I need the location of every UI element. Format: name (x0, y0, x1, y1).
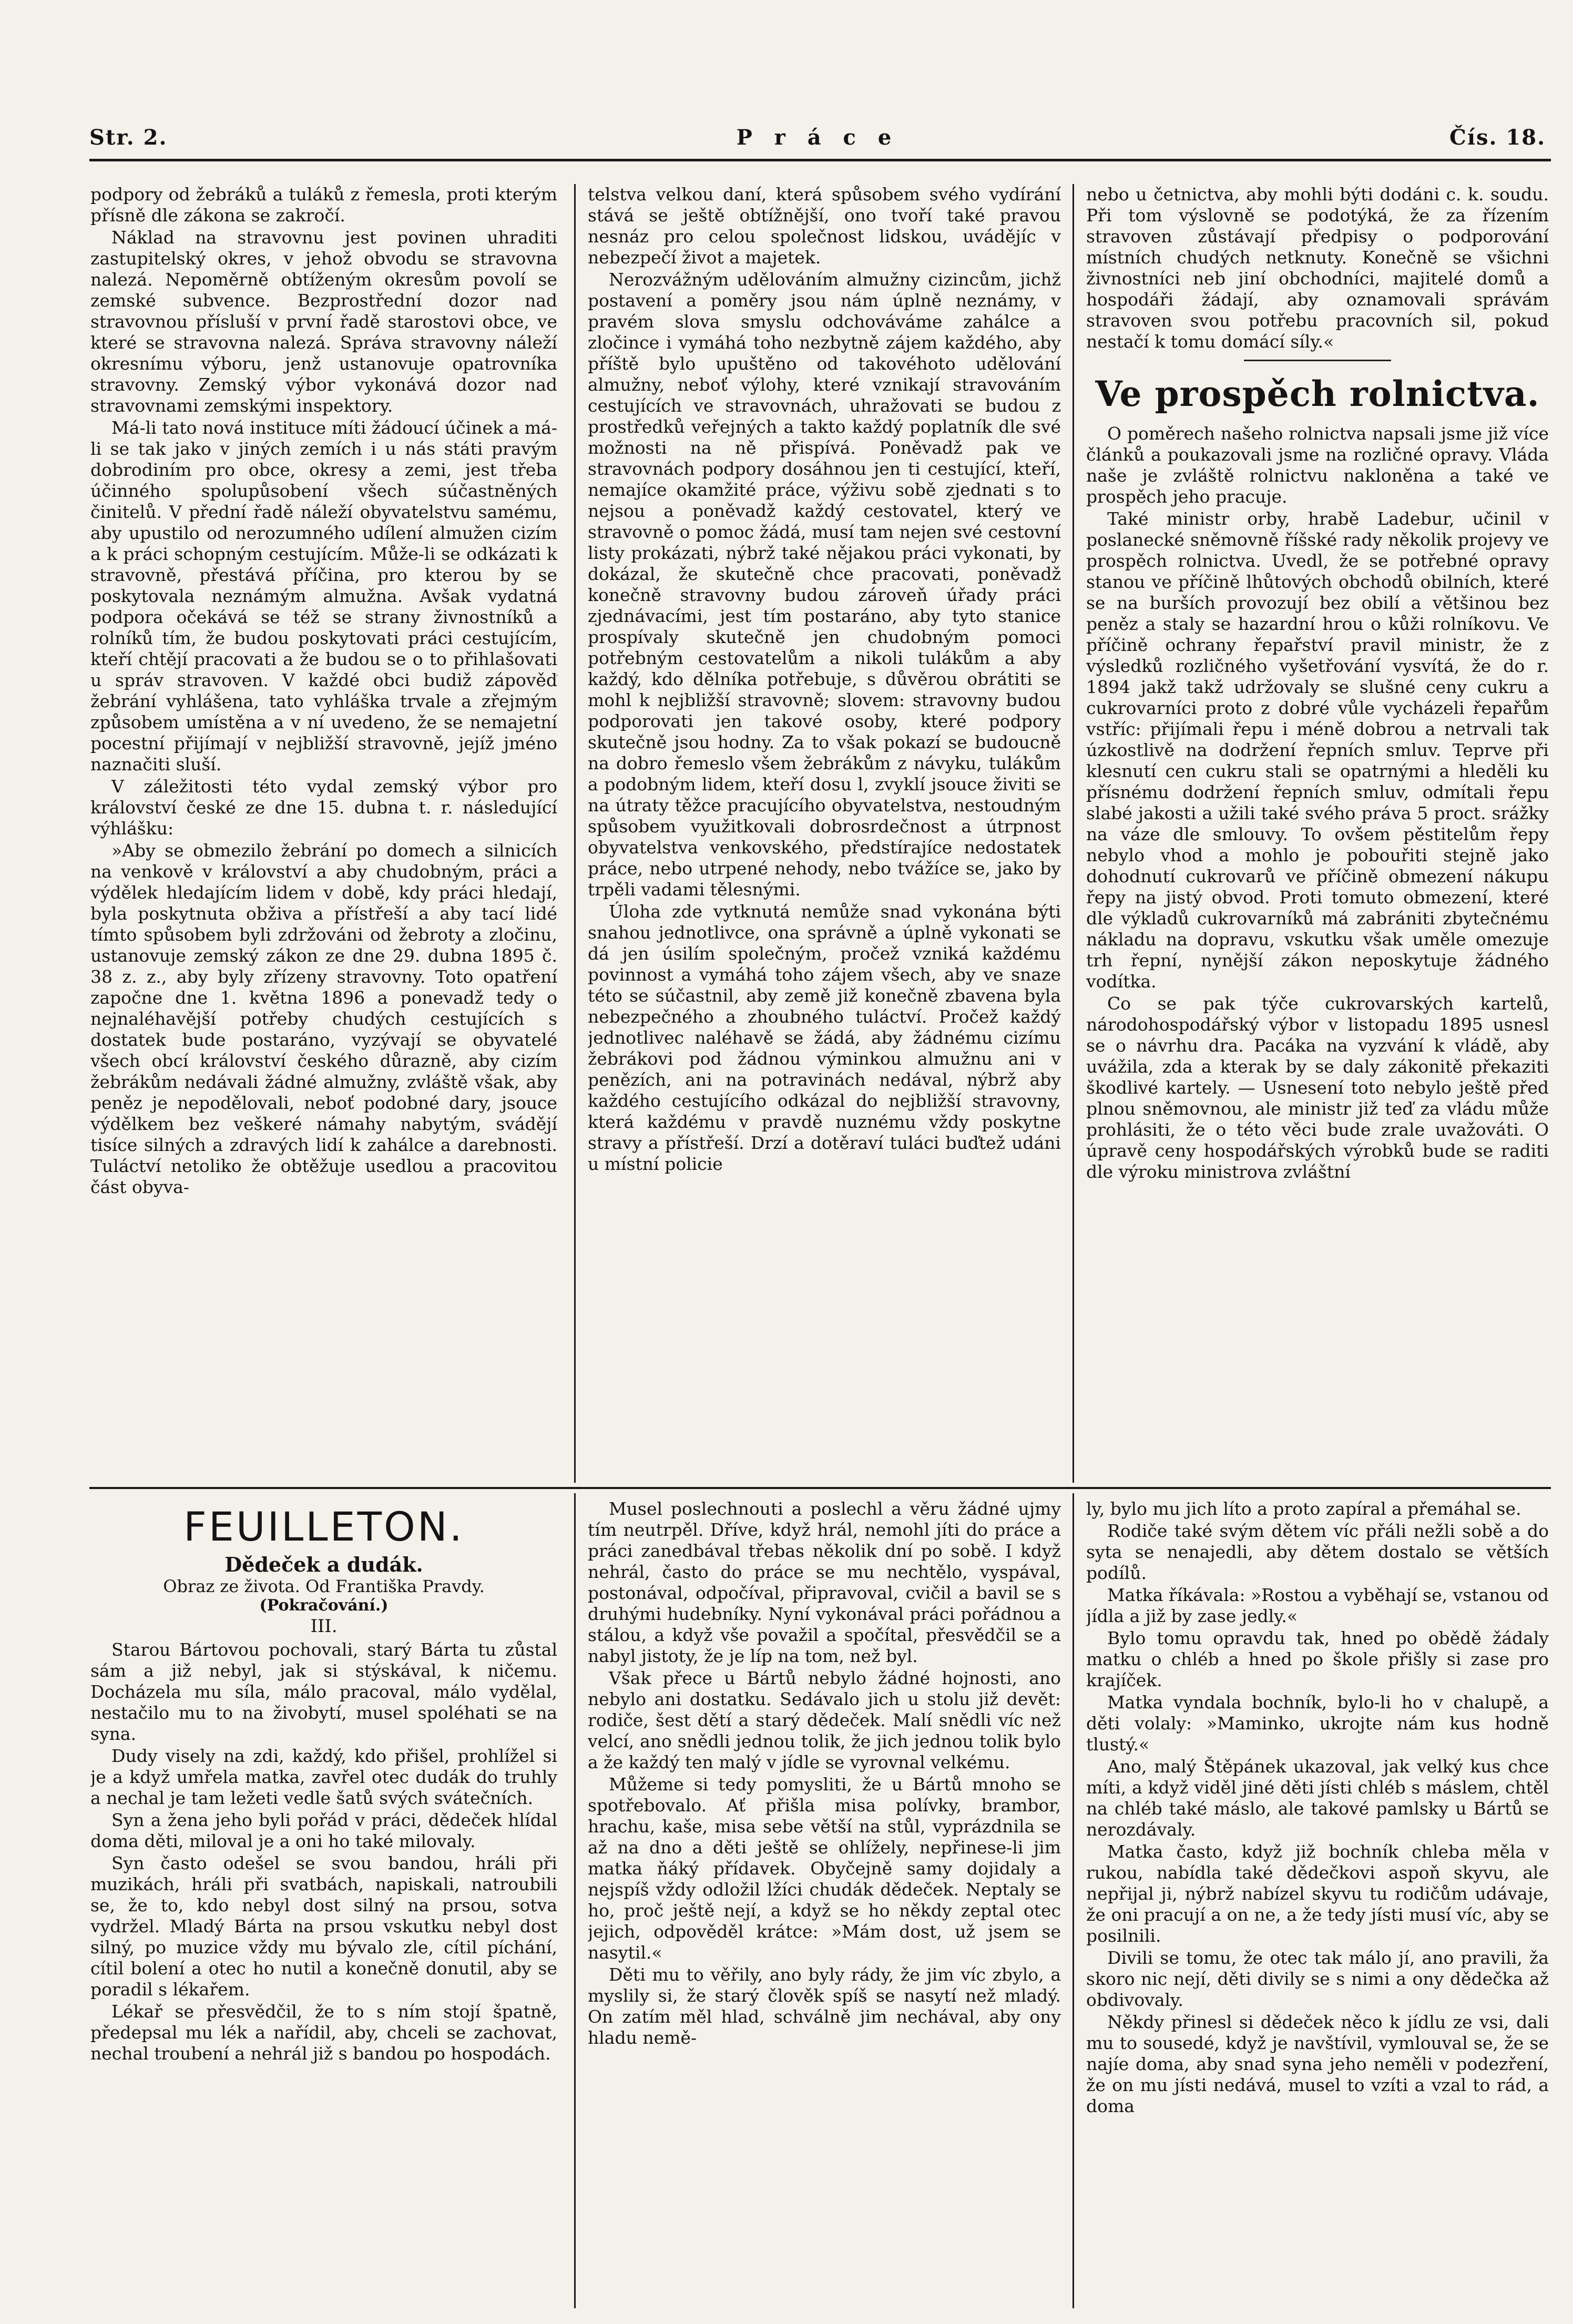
story-paragraph: Někdy přinesl si dědeček něco k jídlu ze vsi, dali mu to sousedé, když je navštívil, vymlouval se, že se najíe doma, aby snad syna jeho neměli v podezření, že on mu jísti nedává, musel to vzíti a vzal to rád, a doma (1086, 2012, 1549, 2116)
header-rule (89, 159, 1551, 161)
article-column-1 (90, 184, 557, 1477)
article-paragraph: podpory od žebráků a tuláků z řemesla, proti kterým přísně dle zákona se zakročí. (90, 184, 557, 226)
section-paragraph: Také ministr orby, hrabě Ladebur, učinil v poslanecké sněmovně říšské rady několik projevy ve prospěch rolnictva. Uvedl, že se potřebné opravy stanou ve příčině lhůtových obchodů obilních, které se na burších provozují bez obilí a většinou bez peněz a staly se hazardní hrou o kůži rolníkovu. Ve příčině ochrany řepařství pravil ministr, že z výsledků rozličného vyšetřování vysvítá, že do r. 1894 jakž takž udržovaly se slušné ceny cukru a cukrovarníci proto z dobré vůle vycházeli řepařům vstříc: přijímali řepu i méně dobrou a netrvali tak úzkostlivě na dodržení řepních smluv. Teprve při klesnutí cen cukru stali se opatrnými a hleděli ku přísnému dodržení řepních smluv, odmítali řepu slabé jakosti a užili také svého práva 5 proct. srážky na váze dle smlouvy. To ovšem pěstitelům řepy nebylo vhod a mohlo je pobouřiti stejně jako dohodnutí cukrovarů ve příčině obmezení nákupu řepy na jistý obvod. Proti tomuto obmezení, které dle výkladů cukrovarníků má zabrániti zbytečnému nákladu na dopravu, vskutku však uměle omezuje trh řepní, nynější zákon neposkytuje žádného vodítka. (1086, 508, 1549, 992)
story-title: Dědeček a dudák. (224, 1553, 423, 1576)
story-paragraph: Syn a žena jeho byli pořád v práci, dědeček hlídal doma děti, miloval je a oni ho také milovaly. (90, 1810, 557, 1851)
section-paragraph: O poměrech našeho rolnictva napsali jsme již více článků a poukazovali jsme na rozličné opravy. Vláda naše je zvláště rolnictvu nakloněna a také ve prospěch jeho pracuje. (1086, 423, 1549, 507)
article-paragraph: Náklad na stravovnu jest povinen uhraditi zastupitelský okres, v jehož obvodu se stravovna nalezá. Nepoměrně obtíženým okresům povolí se zemské subvence. Bezprostřední dozor nad stravovnou přísluší v první řadě starostovi obce, ve které se stravovna nalezá. Správa stravovny náleží okresnímu výboru, jenž ustanovuje opatrovníka stravovny. Zemský výbor vykonává dozor nad stravovnami zemskými inspektory. (90, 227, 557, 416)
story-paragraph: Matka říkávala: »Rostou a vyběhají se, vstanou od jídla a již by zase jedly.« (1086, 1585, 1549, 1626)
article-column-3 (1086, 184, 1549, 1477)
story-paragraph: Divili se tomu, že otec tak málo jí, ano pravili, ža skoro nic nejí, děti divily se s nimi a ony dědečka až obdivovaly. (1086, 1948, 1549, 2010)
section-paragraph: Co se pak týče cukrovarských kartelů, národohospodářský výbor v listopadu 1895 usnesl se o návrhu dra. Pacáka na vyzvání k vládě, aby uvážila, zda a kterak by se daly zákonitě překaziti škodlivé kartely. — Usnesení toto nebylo ještě před plnou sněmovnou, ale ministr již teď za vládu může prohlásiti, že o této věci bude zrale uvažováti. O úpravě ceny hospodářských výrobků bude se raditi dle výroku ministrova zvláštní (1086, 993, 1549, 1182)
issue-number: Čís. 18. (1449, 125, 1546, 150)
column-rule (574, 1493, 576, 2308)
feuilleton-column-3 (1086, 1499, 1549, 2308)
feuilleton-heading: FEUILLETON. (183, 1503, 464, 1550)
story-paragraph: Matka vyndala bochník, bylo-li ho v chalupě, a děti volaly: »Maminko, ukrojte nám kus hodně tlustý.« (1086, 1692, 1549, 1755)
article-paragraph: Má-li tato nová instituce míti žádoucí účinek a má-li se tak jako v jiných zemích i u nás státi pravým dobrodiním pro obce, okresy a zemi, jest třeba účinného spolupůsobení všech súčastněných činitelů. V přední řadě náleží obyvatelstvu samému, aby upustilo od nerozumného udílení almužen cizím a k práci schopným cestujícím. Může-li se odkázati k stravovně, přestává příčina, pro kterou by se poskytovala neznámým almužna. Avšak vydatná podpora očekává se též se strany živnostníků a rolníků tím, že budou poskytovati práci cestujícím, kteří chtějí pracovati a že budou se o to přihlašovati u správ stravoven. V každé obci budiž zápověď žebrání vyhlášena, tato vyhláška trvale a zřejmým způsobem umístěna a v ní uvedeno, že se nemajetní pocestní přijímají v nejbližší stravovně, jejíž jméno naznačiti sluší. (90, 417, 557, 774)
story-subtitle: Obraz ze života. Od Františka Pravdy. (163, 1576, 485, 1596)
story-paragraph: Děti mu to věřily, ano byly rády, že jim víc zbylo, a myslily si, že starý člověk spíš se nasytí než mladý. On zatím měl hlad, schválně jim nechával, aby ony hladu nemě- (588, 1964, 1061, 2048)
article-column-2 (588, 184, 1061, 1477)
newspaper-title: P r á c e (736, 125, 899, 150)
story-paragraph: ly, bylo mu jich líto a proto zapíral a přemáhal se. (1086, 1499, 1521, 1519)
article-paragraph: V záležitosti této vydal zemský výbor pro království české ze dne 15. dubna t. r. následující výhlášku: (90, 776, 557, 839)
section-title: Ve prospěch rolnictva. (1095, 373, 1540, 414)
feuilleton-column-2 (588, 1499, 1061, 2308)
story-paragraph: Lékař se přesvědčil, že to s ním stojí špatně, předepsal mu lék a nařídil, aby, chceli se zachovat, nechal troubení a nehrál již s bandou po hospodách. (90, 2001, 557, 2064)
story-paragraph: Matka často, když již bochník chleba měla v rukou, nabídla také dědečkovi aspoň skyvu, ale nepřijal ji, nýbrž nabízel skyvu tu rodičům udávaje, že oni pracují a on ne, a že tedy jísti musí víc, aby se posilnili. (1086, 1841, 1549, 1946)
story-paragraph: Ano, malý Štěpánek ukazoval, jak velký kus chce míti, a když viděl jiné děti jísti chléb s máslem, chtěl na chléb také máslo, ale takové pamlsky u Bártů se nerozdávaly. (1086, 1756, 1549, 1840)
part-number: III. (310, 1616, 338, 1637)
article-paragraph: Úloha zde vytknutá nemůže snad vykonána býti snahou jednotlivce, ona správně a úplně vykonati se dá jen úsilím společným, pročež vzniká každému povinnost a vymáhá toho zájem všech, aby ve snaze této se súčastnil, aby země již konečně zbavena byla nebezpečného a zhoubného tuláctví. Pročež každý jednotlivec naléhavě se žádá, aby žádnému cizímu žebrákovi pod žádnou výminkou almužnu ani v penězích, ani na potravinách nedával, nýbrž aby každého cestujícího odkázal do nejbližší stravovny, která každému v pravdě nuznému vždy poskytne stravy a přístřeší. Drzí a dotěraví tuláci buďtež udáni u místní policie (588, 901, 1061, 1174)
story-paragraph: Dudy visely na zdi, každý, kdo přišel, prohlížel si je a když umřela matka, zavřel otec dudák do truhly a nechal je tam ležeti vedle šatů svých svátečních. (90, 1746, 557, 1808)
feuilleton-column-1 (90, 1499, 557, 2308)
story-paragraph: Syn často odešel se svou bandou, hráli při muzikách, hráli při svatbách, napiskali, natroubili se, že to, kdo nebyl dost silný na prsou, sotva vydržel. Mladý Bárta na prsou vskutku nebyl dost silný, po muzice vždy mu bývalo zle, cítil píchání, cítil bolení a otec ho nutil a konečně donutil, aby se poradil s lékařem. (90, 1853, 557, 2000)
story-paragraph: Bylo tomu opravdu tak, hned po obědě žádaly matku o chléb a hned po škole přišly si zase pro krajíček. (1086, 1628, 1549, 1690)
article-paragraph: Nerozvážným udělováním almužny cizincům, jichž postavení a poměry jsou nám úplně neznámy, v pravém slova smyslu odchováváme zahálce a zločince i vymáhá toho nezbytně zájem každého, aby příště bylo upuštěno od takovéhoto udělování almužny, neboť výlohy, které vznikají stravováním cestujících ve stravovnách, uhražovati se budou z prostředků veřejných a takto každý poplatník dle své možnosti na ně přispívá. Poněvadž pak ve stravovnách podpory dosáhnou jen ti cestující, kteří, nemajíce okamžité práce, výživu sobě zjednati s to nejsou a poněvadž každý cestovatel, který ve stravovně o pomoc žádá, musí tam nejen své cestovní listy prokázati, nýbrž také nějakou práci vykonati, by dokázal, že skutečně chce pracovati, poněvadž konečně stravovny budou zároveň úřady práci zjednávacími, jest tím postaráno, aby tyto stanice prospívaly skutečně jen chudobným pomoci potřebným cestovatelům a nikoli tulákům a aby každý, kdo dělníka potřebuje, s důvěrou obrátiti se mohl k nejbližší stravovně; slovem: stravovny budou podporovati jen takové osoby, které podpory skutečně jsou hodny. Za to však pokazí se budoucně na dobro řemeslo všem žebrákům z návyku, tulákům a podobným lidem, kteří dosu l, zvyklí jsouce živiti se na útraty těžce pracujícího obyvatelstva, nestoudným spůsobem využitkovali dobrosrdečnost a útrpnost obyvatelstva venkovského, předstírajíce nedostatek práce, nebo utrpené nehody, nebo tvážíce se, jako by trpěli vadami tělesnými. (588, 269, 1061, 900)
story-paragraph: Starou Bártovou pochovali, starý Bárta tu zůstal sám a již nebyl, jak si stýskával, k ničemu. Docházela mu síla, málo pracoval, málo vydělal, nestačilo mu to na živobytí, musel spoléhati se na syna. (90, 1639, 557, 1744)
page-header (89, 125, 1546, 157)
column-rule (1072, 184, 1074, 1483)
story-paragraph: Můžeme si tedy pomysliti, že u Bártů mnoho se spotřebovalo. Ať přišla misa polívky, brambor, hrachu, kaše, misa sebe větší na stůl, vyprázdnila se až na dno a děti ještě se ohlížely, nepřinese-li jim matka ňáký přídavek. Obyčejně samy dojidaly a nejspíš vždy odložil lžíci chudák dědeček. Neptaly se ho, proč ještě nejí, a když se ho někdy zeptal otec jejich, odpověděl krátce: »Mám dost, už jsem se nasytil.« (588, 1774, 1061, 1963)
article-paragraph: »Aby se obmezilo žebrání po domech a silnicích na venkově v království a aby chudobným, práci a výdělek hledajícím lidem v době, kdy práci hledají, byla poskytnuta obživa a přístřeší a aby tací lidé tímto spůsobem byli zdržováni od žebroty a zločinu, ustanovuje zemský zákon ze dne 29. dubna 1895 č. 38 z. z., aby byly zřízeny stravovny. Toto opatření započne dne 1. května 1896 a ponevadž tedy o nejnaléhavější potřeby chudých cestujících s dostatek bude postaráno, vyzývají se obyvatelé všech obcí království českého důrazně, aby cizím žebrákům nedávali žádné almužny, zvláště však, aby peněz je nepodělovali, neboť podobné dary, jsouce výdělkem bez veškeré námahy nabytým, svádějí tisíce silných a zdravých lidí k zahálce a darebnosti. Tuláctví netoliko že obtěžuje usedlou a pracovitou část obyva- (90, 840, 557, 1197)
column-rule (574, 184, 576, 1483)
column-rule (1072, 1493, 1074, 2308)
feuilleton-separator (89, 1487, 1551, 1489)
article-paragraph: telstva velkou daní, která spůsobem svého vydírání stává se ještě obtížnější, ono tvoří také pravou nesnáz pro celou společnost lidskou, uvádějíc v nebezpečí život a majetek. (588, 184, 1061, 268)
story-paragraph: Rodiče také svým dětem víc přáli nežli sobě a do syta se nenajedli, aby dětem dostalo se větších podílů. (1086, 1521, 1549, 1583)
story-paragraph: Musel poslechnouti a poslechl a věru žádné ujmy tím neutrpěl. Dříve, když hrál, nemohl jíti do práce a práci zanedbával třebas několik dní po sobě. I když nehrál, často do práce se mu nechtělo, vyspával, postonával, odpočíval, připravoval, cvičil a bavil se s druhými hudebníky. Nyní vykonával práci pořádnou a stálou, a když vše považil a spočítal, přesvědčil se a nabyl jistoty, že je líp na tom, než byl. (588, 1499, 1061, 1666)
story-paragraph: Však přece u Bártů nebylo žádné hojnosti, ano nebylo ani dostatku. Sedávalo jich u stolu již devět: rodiče, šest dětí a starý dědeček. Malí snědli víc než velcí, ano snědli jednou tolik, že jich jednou tolik bylo a že každý ten malý v jídle se vyrovnal velkému. (588, 1668, 1061, 1772)
section-divider (1244, 360, 1391, 361)
continuation-note: (Pokračování.) (259, 1596, 389, 1615)
page-number: Str. 2. (89, 125, 168, 150)
article-paragraph: nebo u četnictva, aby mohli býti dodáni c. k. soudu. Při tom výslovně se podotýká, že za řízením stravoven zůstávají předpisy o podporování místních chudých netknuty. Konečně se všichni živnostníci neb jiní obchodníci, majitelé domů a hospodáři žádají, aby oznamovali správám stravoven svou potřebu pracovních sil, pokud nestačí k tomu domácí síly.« (1086, 184, 1549, 352)
